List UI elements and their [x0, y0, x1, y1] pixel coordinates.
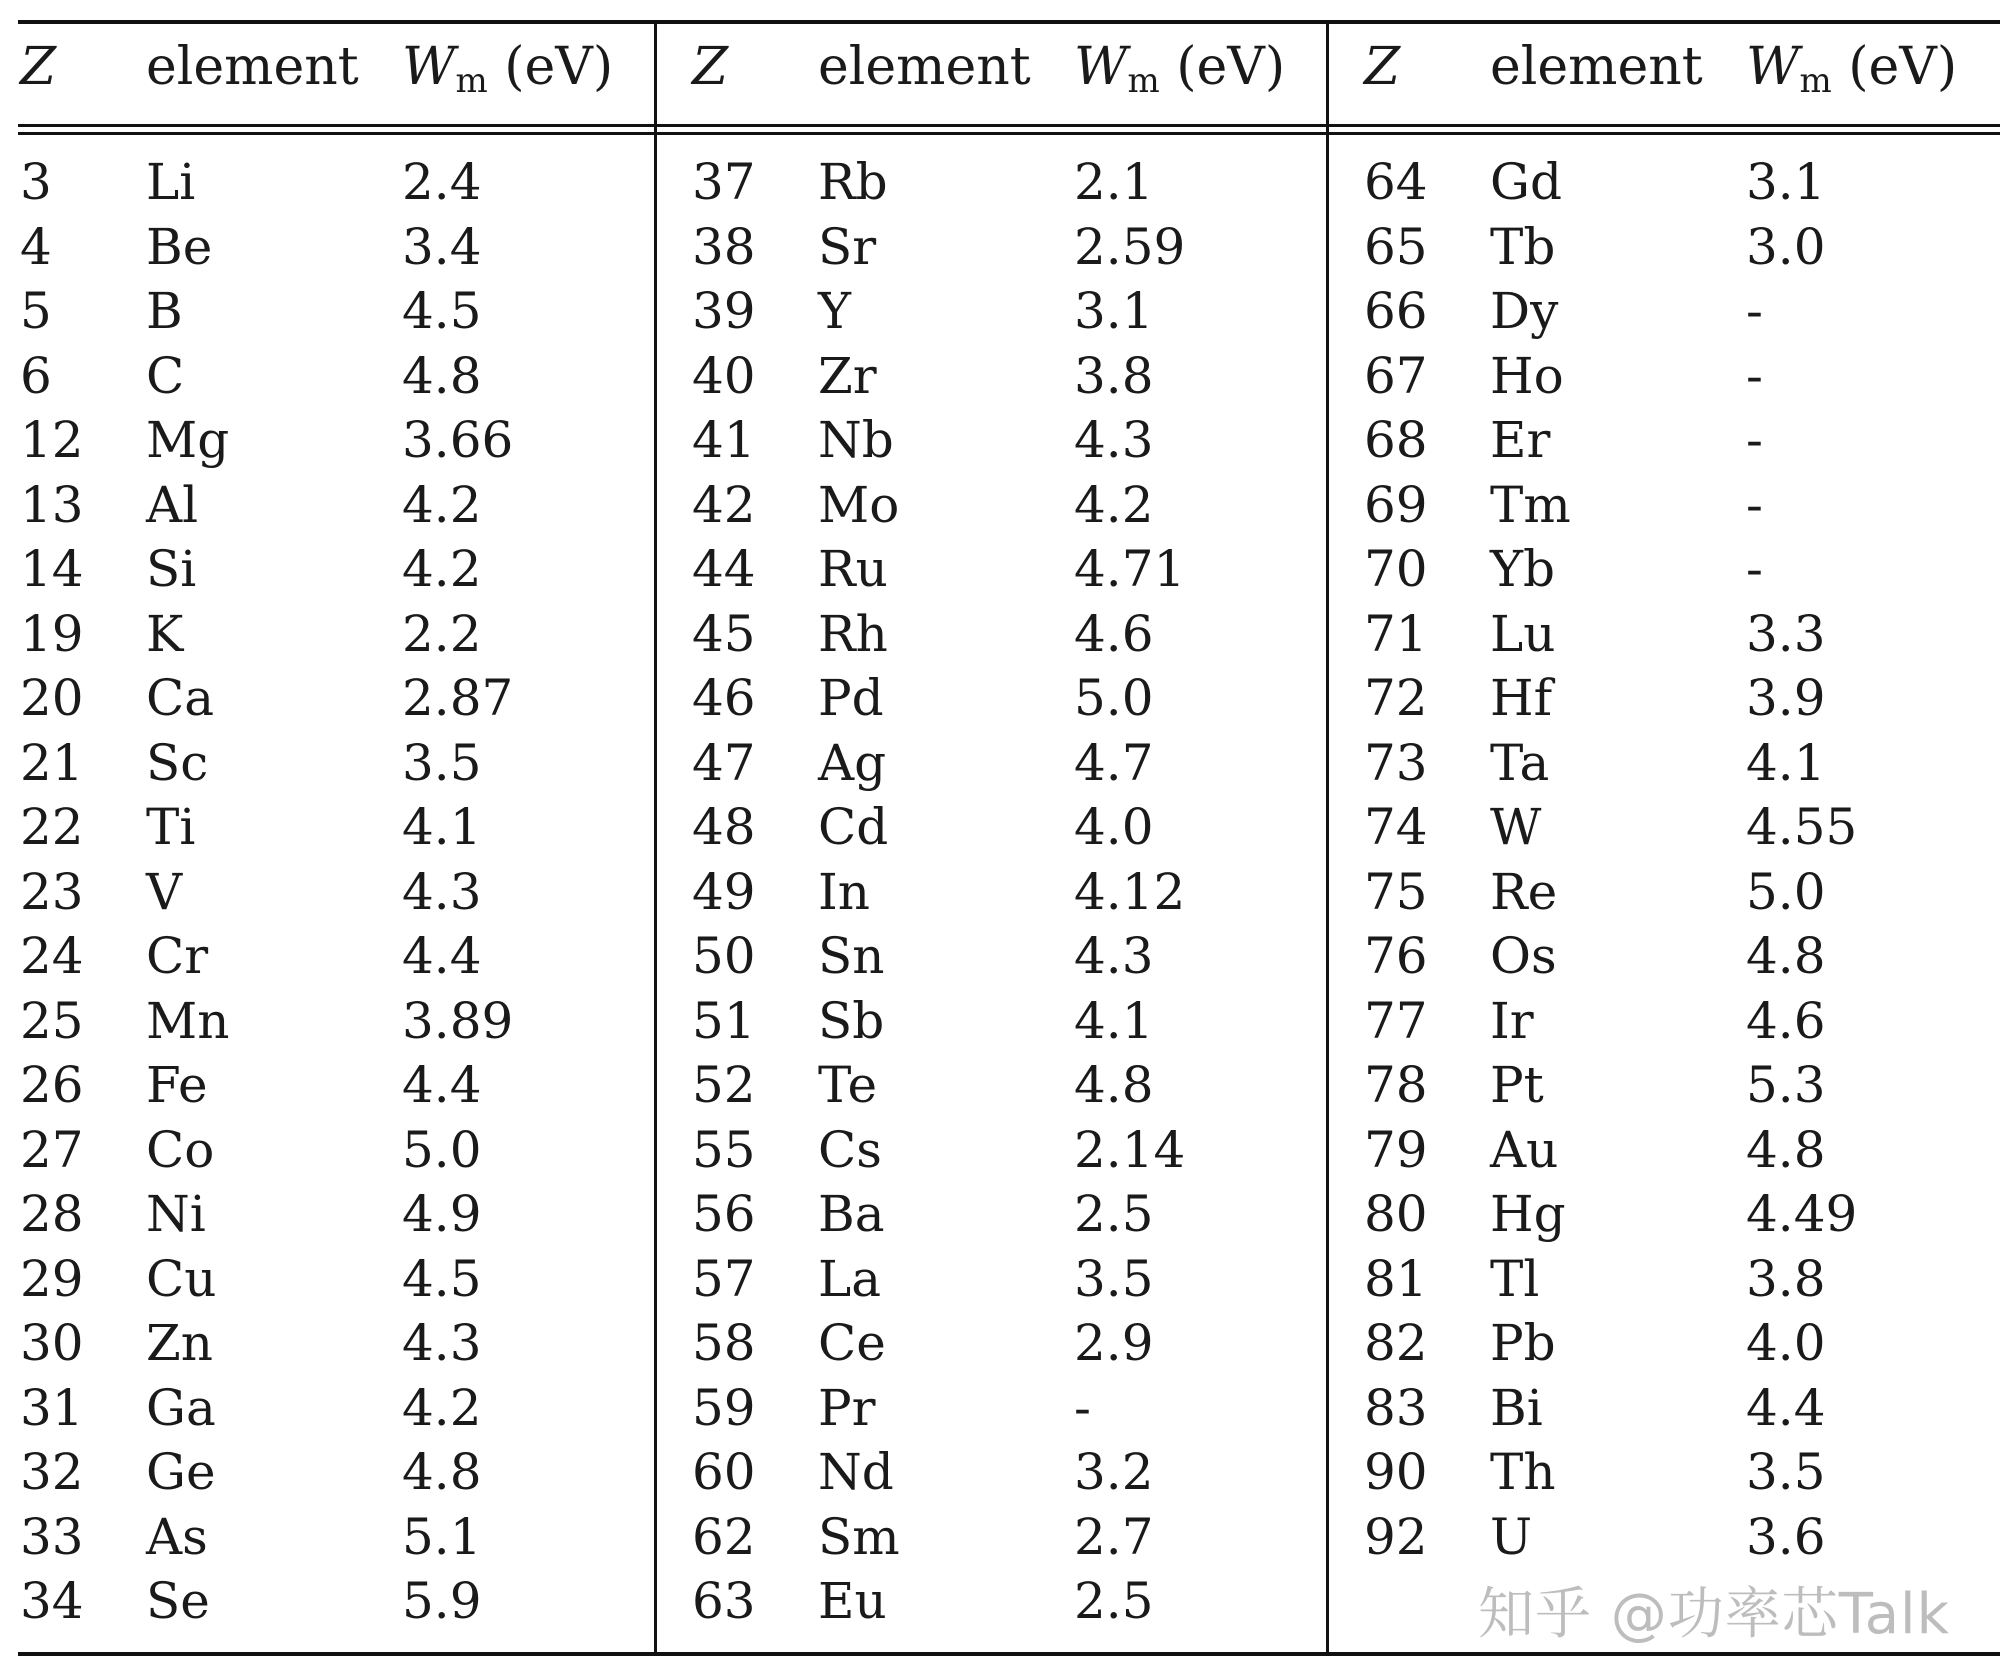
cell-work-function: - [1746, 411, 1763, 469]
cell-atomic-number: 34 [20, 1572, 84, 1630]
table-row [672, 215, 1332, 280]
table-row [1344, 344, 2004, 409]
table-row [672, 408, 1332, 473]
cell-element: Tm [1490, 475, 1571, 534]
cell-work-function: - [1746, 540, 1763, 598]
cell-work-function: 4.2 [402, 1378, 482, 1437]
cell-atomic-number: 69 [1364, 475, 1428, 534]
cell-work-function: 3.8 [1746, 1249, 1826, 1308]
cell-atomic-number: 40 [692, 346, 756, 405]
cell-element: Rh [818, 604, 888, 663]
cell-element: Cd [818, 798, 889, 856]
cell-element: Ti [146, 798, 196, 856]
cell-element: Sb [818, 991, 885, 1050]
cell-work-function: 4.8 [1746, 927, 1826, 985]
header-z: Z [692, 37, 729, 97]
cell-element: Sm [818, 1507, 900, 1566]
cell-work-function: 3.6 [1746, 1507, 1826, 1566]
table-row [0, 1247, 660, 1312]
cell-atomic-number: 75 [1364, 862, 1428, 921]
cell-work-function: 2.5 [1074, 1572, 1154, 1630]
table-row [0, 795, 660, 860]
cell-atomic-number: 71 [1364, 604, 1428, 663]
cell-atomic-number: 57 [692, 1249, 756, 1308]
cell-work-function: - [1074, 1378, 1091, 1437]
cell-work-function: 4.8 [402, 1443, 482, 1501]
cell-work-function: 4.0 [1074, 798, 1154, 856]
cell-atomic-number: 27 [20, 1120, 84, 1179]
table-panel-3 [1344, 0, 2004, 1677]
cell-atomic-number: 3 [20, 153, 52, 211]
cell-atomic-number: 46 [692, 669, 756, 727]
cell-element: Bi [1490, 1378, 1543, 1437]
cell-element: Pb [1490, 1314, 1556, 1372]
cell-element: In [818, 862, 870, 921]
cell-work-function: 4.4 [402, 1056, 482, 1114]
cell-atomic-number: 82 [1364, 1314, 1428, 1372]
cell-element: Ga [146, 1378, 216, 1437]
cell-element: Sr [818, 217, 877, 276]
cell-atomic-number: 31 [20, 1378, 84, 1437]
cell-work-function: 5.3 [1746, 1056, 1826, 1114]
cell-element: V [146, 862, 183, 921]
table-row [672, 1440, 1332, 1505]
header-wm-unit: (eV) [1176, 37, 1286, 97]
table-row [672, 1053, 1332, 1118]
header-element: element [818, 37, 1031, 97]
cell-work-function: 2.5 [1074, 1185, 1154, 1243]
cell-element: Re [1490, 862, 1558, 921]
cell-atomic-number: 28 [20, 1185, 84, 1243]
cell-work-function: 4.1 [1746, 733, 1826, 792]
cell-work-function: 4.71 [1074, 540, 1186, 598]
table-row [672, 731, 1332, 796]
cell-atomic-number: 64 [1364, 153, 1428, 211]
table-row [0, 666, 660, 731]
cell-atomic-number: 50 [692, 927, 756, 985]
cell-work-function: 3.89 [402, 991, 514, 1050]
table-row [1344, 924, 2004, 989]
cell-atomic-number: 21 [20, 733, 84, 792]
cell-atomic-number: 5 [20, 282, 52, 340]
table-row [0, 537, 660, 602]
table-row [0, 344, 660, 409]
table-row [1344, 408, 2004, 473]
cell-work-function: 4.49 [1746, 1185, 1858, 1243]
cell-element: Sn [818, 927, 885, 985]
cell-atomic-number: 77 [1364, 991, 1428, 1050]
cell-element: Be [146, 217, 213, 276]
cell-work-function: 4.4 [1746, 1378, 1826, 1437]
cell-element: Lu [1490, 604, 1556, 663]
header-work-function [402, 32, 613, 102]
table-row [672, 1505, 1332, 1570]
cell-work-function: 2.59 [1074, 217, 1186, 276]
cell-work-function: 4.4 [402, 927, 482, 985]
table-row [1344, 989, 2004, 1054]
cell-element: Y [818, 282, 852, 340]
table-row [1344, 1311, 2004, 1376]
cell-work-function: 4.6 [1746, 991, 1826, 1050]
table-row [0, 408, 660, 473]
cell-atomic-number: 73 [1364, 733, 1428, 792]
cell-atomic-number: 6 [20, 346, 52, 405]
header-work-function [1746, 32, 1957, 102]
cell-work-function: 2.7 [1074, 1507, 1154, 1566]
cell-element: Ru [818, 540, 888, 598]
table-body [672, 150, 1332, 1634]
cell-element: Ho [1490, 346, 1564, 405]
cell-atomic-number: 22 [20, 798, 84, 856]
cell-work-function: 4.5 [402, 282, 482, 340]
table-row [1344, 1505, 2004, 1570]
cell-work-function: 4.2 [402, 475, 482, 534]
cell-element: Rb [818, 153, 888, 211]
cell-atomic-number: 44 [692, 540, 756, 598]
cell-atomic-number: 19 [20, 604, 84, 663]
cell-element: Cu [146, 1249, 217, 1308]
cell-atomic-number: 37 [692, 153, 756, 211]
header-wm-unit: (eV) [1848, 37, 1958, 97]
table-row [672, 860, 1332, 925]
table-row [1344, 1053, 2004, 1118]
cell-element: W [1490, 798, 1542, 856]
cell-atomic-number: 20 [20, 669, 84, 727]
cell-atomic-number: 48 [692, 798, 756, 856]
cell-atomic-number: 49 [692, 862, 756, 921]
cell-atomic-number: 47 [692, 733, 756, 792]
table-row [1344, 1247, 2004, 1312]
cell-work-function: 4.2 [402, 540, 482, 598]
table-panel-2 [672, 0, 1332, 1677]
cell-work-function: 3.4 [402, 217, 482, 276]
table-row [1344, 473, 2004, 538]
table-row [672, 344, 1332, 409]
cell-atomic-number: 83 [1364, 1378, 1428, 1437]
cell-work-function: 3.1 [1746, 153, 1826, 211]
cell-work-function: 4.3 [1074, 411, 1154, 469]
cell-atomic-number: 67 [1364, 346, 1428, 405]
table-row [0, 1440, 660, 1505]
cell-atomic-number: 51 [692, 991, 756, 1050]
cell-element: Sc [146, 733, 209, 792]
cell-atomic-number: 74 [1364, 798, 1428, 856]
cell-work-function: 2.2 [402, 604, 482, 663]
table-row [0, 1182, 660, 1247]
cell-element: Th [1490, 1443, 1556, 1501]
cell-element: Tl [1490, 1249, 1540, 1308]
cell-element: Mg [146, 411, 230, 469]
cell-work-function: 3.66 [402, 411, 514, 469]
cell-element: Dy [1490, 282, 1559, 340]
table-row [1344, 537, 2004, 602]
table-row [672, 150, 1332, 215]
cell-element: Ca [146, 669, 215, 727]
cell-element: Ge [146, 1443, 216, 1501]
cell-atomic-number: 29 [20, 1249, 84, 1308]
header-wm-symbol: W [1074, 37, 1128, 97]
table-row [1344, 666, 2004, 731]
table-row [672, 473, 1332, 538]
cell-element: Nb [818, 411, 894, 469]
header-z: Z [20, 37, 57, 97]
cell-element: Tb [1490, 217, 1556, 276]
table-row [672, 1376, 1332, 1441]
cell-work-function: 3.8 [1074, 346, 1154, 405]
table-row [672, 602, 1332, 667]
table-row [1344, 215, 2004, 280]
cell-work-function: 3.1 [1074, 282, 1154, 340]
cell-work-function: 4.5 [402, 1249, 482, 1308]
header-wm-symbol: W [1746, 37, 1800, 97]
cell-atomic-number: 60 [692, 1443, 756, 1501]
cell-element: Co [146, 1120, 215, 1179]
cell-atomic-number: 45 [692, 604, 756, 663]
cell-atomic-number: 76 [1364, 927, 1428, 985]
table-body [0, 150, 660, 1634]
cell-work-function: 4.2 [1074, 475, 1154, 534]
cell-work-function: 4.7 [1074, 733, 1154, 792]
cell-element: Te [818, 1056, 878, 1114]
cell-atomic-number: 4 [20, 217, 52, 276]
cell-work-function: 2.87 [402, 669, 514, 727]
table-row [1344, 279, 2004, 344]
cell-atomic-number: 32 [20, 1443, 84, 1501]
cell-work-function: 4.3 [1074, 927, 1154, 985]
cell-element: K [146, 604, 184, 663]
cell-work-function: 2.1 [1074, 153, 1154, 211]
cell-work-function: 3.0 [1746, 217, 1826, 276]
cell-work-function: 5.0 [402, 1120, 482, 1179]
cell-element: Gd [1490, 153, 1562, 211]
table-panel-1 [0, 0, 660, 1677]
cell-atomic-number: 23 [20, 862, 84, 921]
cell-atomic-number: 81 [1364, 1249, 1428, 1308]
cell-element: As [146, 1507, 208, 1566]
cell-work-function: - [1746, 346, 1763, 405]
cell-work-function: 4.1 [402, 798, 482, 856]
cell-atomic-number: 59 [692, 1378, 756, 1437]
table-row [672, 537, 1332, 602]
cell-work-function: 2.14 [1074, 1120, 1186, 1179]
table-row [0, 473, 660, 538]
cell-element: U [1490, 1507, 1533, 1566]
table-row [1344, 860, 2004, 925]
table-row [1344, 1182, 2004, 1247]
cell-element: Si [146, 540, 197, 598]
table-row [0, 1311, 660, 1376]
table-row [672, 924, 1332, 989]
cell-element: Er [1490, 411, 1551, 469]
cell-work-function: 5.1 [402, 1507, 482, 1566]
cell-element: Hf [1490, 669, 1553, 727]
cell-work-function: 4.3 [402, 862, 482, 921]
table-row [0, 215, 660, 280]
watermark-text: 知乎 @功率芯Talk [1478, 1582, 1951, 1647]
cell-element: Al [146, 475, 199, 534]
cell-work-function: 3.2 [1074, 1443, 1154, 1501]
cell-atomic-number: 42 [692, 475, 756, 534]
table-row [1344, 795, 2004, 860]
header-element: element [146, 37, 359, 97]
cell-atomic-number: 62 [692, 1507, 756, 1566]
cell-element: Pt [1490, 1056, 1544, 1114]
cell-work-function: 4.8 [1074, 1056, 1154, 1114]
cell-atomic-number: 68 [1364, 411, 1428, 469]
cell-element: Eu [818, 1572, 887, 1630]
table-body [1344, 150, 2004, 1569]
cell-work-function: 4.55 [1746, 798, 1858, 856]
cell-atomic-number: 24 [20, 927, 84, 985]
table-row [672, 1182, 1332, 1247]
cell-work-function: 5.0 [1074, 669, 1154, 727]
cell-work-function: 4.3 [402, 1314, 482, 1372]
header-wm-symbol: W [402, 37, 456, 97]
cell-work-function: 4.1 [1074, 991, 1154, 1050]
cell-work-function: 3.5 [1746, 1443, 1826, 1501]
cell-atomic-number: 66 [1364, 282, 1428, 340]
cell-element: Li [146, 153, 196, 211]
cell-atomic-number: 58 [692, 1314, 756, 1372]
cell-element: Au [1490, 1120, 1559, 1179]
table-row [1344, 150, 2004, 215]
table-row [0, 989, 660, 1054]
cell-element: Mo [818, 475, 900, 534]
table-row [0, 1569, 660, 1634]
table-row [672, 279, 1332, 344]
table-row [0, 860, 660, 925]
cell-atomic-number: 92 [1364, 1507, 1428, 1566]
cell-element: Ni [146, 1185, 206, 1243]
cell-work-function: 3.5 [402, 733, 482, 792]
header-z: Z [1364, 37, 1401, 97]
header-wm-subscript: m [1799, 61, 1832, 101]
cell-element: Fe [146, 1056, 208, 1114]
cell-work-function: 5.0 [1746, 862, 1826, 921]
table-row [0, 1505, 660, 1570]
table-row [0, 1376, 660, 1441]
cell-element: Zr [818, 346, 877, 405]
cell-work-function: 4.12 [1074, 862, 1186, 921]
cell-element: La [818, 1249, 882, 1308]
table-row [0, 1118, 660, 1183]
cell-work-function: 4.6 [1074, 604, 1154, 663]
cell-element: Nd [818, 1443, 894, 1501]
cell-atomic-number: 78 [1364, 1056, 1428, 1114]
table-row [672, 666, 1332, 731]
cell-atomic-number: 80 [1364, 1185, 1428, 1243]
header-element: element [1490, 37, 1703, 97]
table-row [672, 1247, 1332, 1312]
table-row [0, 924, 660, 989]
table-row [672, 1311, 1332, 1376]
cell-atomic-number: 39 [692, 282, 756, 340]
cell-atomic-number: 52 [692, 1056, 756, 1114]
cell-work-function: - [1746, 475, 1763, 534]
table-row [0, 150, 660, 215]
table-row [0, 731, 660, 796]
cell-work-function: 5.9 [402, 1572, 482, 1630]
table-row [672, 989, 1332, 1054]
table-row [1344, 1440, 2004, 1505]
cell-work-function: 2.9 [1074, 1314, 1154, 1372]
cell-atomic-number: 33 [20, 1507, 84, 1566]
table-row [1344, 602, 2004, 667]
cell-atomic-number: 63 [692, 1572, 756, 1630]
table-row [0, 279, 660, 344]
cell-atomic-number: 14 [20, 540, 84, 598]
cell-work-function: - [1746, 282, 1763, 340]
cell-atomic-number: 13 [20, 475, 84, 534]
cell-atomic-number: 79 [1364, 1120, 1428, 1179]
cell-work-function: 4.0 [1746, 1314, 1826, 1372]
table-row [0, 1053, 660, 1118]
cell-element: Mn [146, 991, 230, 1050]
cell-atomic-number: 41 [692, 411, 756, 469]
table-row [1344, 1118, 2004, 1183]
cell-work-function: 4.8 [1746, 1120, 1826, 1179]
cell-atomic-number: 90 [1364, 1443, 1428, 1501]
table-row [672, 1118, 1332, 1183]
cell-element: Ba [818, 1185, 885, 1243]
cell-work-function: 2.4 [402, 153, 482, 211]
cell-work-function: 4.8 [402, 346, 482, 405]
cell-atomic-number: 56 [692, 1185, 756, 1243]
table-row [0, 602, 660, 667]
table-row [1344, 1376, 2004, 1441]
cell-element: Os [1490, 927, 1557, 985]
cell-element: Pr [818, 1378, 876, 1437]
table-row [1344, 731, 2004, 796]
cell-element: Se [146, 1572, 210, 1630]
cell-element: Ag [818, 733, 887, 792]
cell-atomic-number: 25 [20, 991, 84, 1050]
cell-element: Ir [1490, 991, 1534, 1050]
header-wm-subscript: m [455, 61, 488, 101]
cell-atomic-number: 55 [692, 1120, 756, 1179]
cell-atomic-number: 72 [1364, 669, 1428, 727]
cell-element: Zn [146, 1314, 213, 1372]
cell-work-function: 3.3 [1746, 604, 1826, 663]
cell-element: Ce [818, 1314, 886, 1372]
cell-atomic-number: 65 [1364, 217, 1428, 276]
cell-work-function: 4.9 [402, 1185, 482, 1243]
cell-element: Cr [146, 927, 209, 985]
header-wm-subscript: m [1127, 61, 1160, 101]
table-row [672, 1569, 1332, 1634]
cell-element: B [146, 282, 183, 340]
table-row [672, 795, 1332, 860]
cell-atomic-number: 30 [20, 1314, 84, 1372]
cell-work-function: 3.9 [1746, 669, 1826, 727]
header-wm-unit: (eV) [504, 37, 614, 97]
cell-element: Pd [818, 669, 884, 727]
cell-atomic-number: 70 [1364, 540, 1428, 598]
cell-work-function: 3.5 [1074, 1249, 1154, 1308]
cell-element: Hg [1490, 1185, 1566, 1243]
cell-element: C [146, 346, 185, 405]
cell-element: Yb [1490, 540, 1556, 598]
cell-atomic-number: 26 [20, 1056, 84, 1114]
cell-element: Cs [818, 1120, 882, 1179]
cell-element: Ta [1490, 733, 1550, 792]
cell-atomic-number: 38 [692, 217, 756, 276]
header-work-function [1074, 32, 1285, 102]
cell-atomic-number: 12 [20, 411, 84, 469]
